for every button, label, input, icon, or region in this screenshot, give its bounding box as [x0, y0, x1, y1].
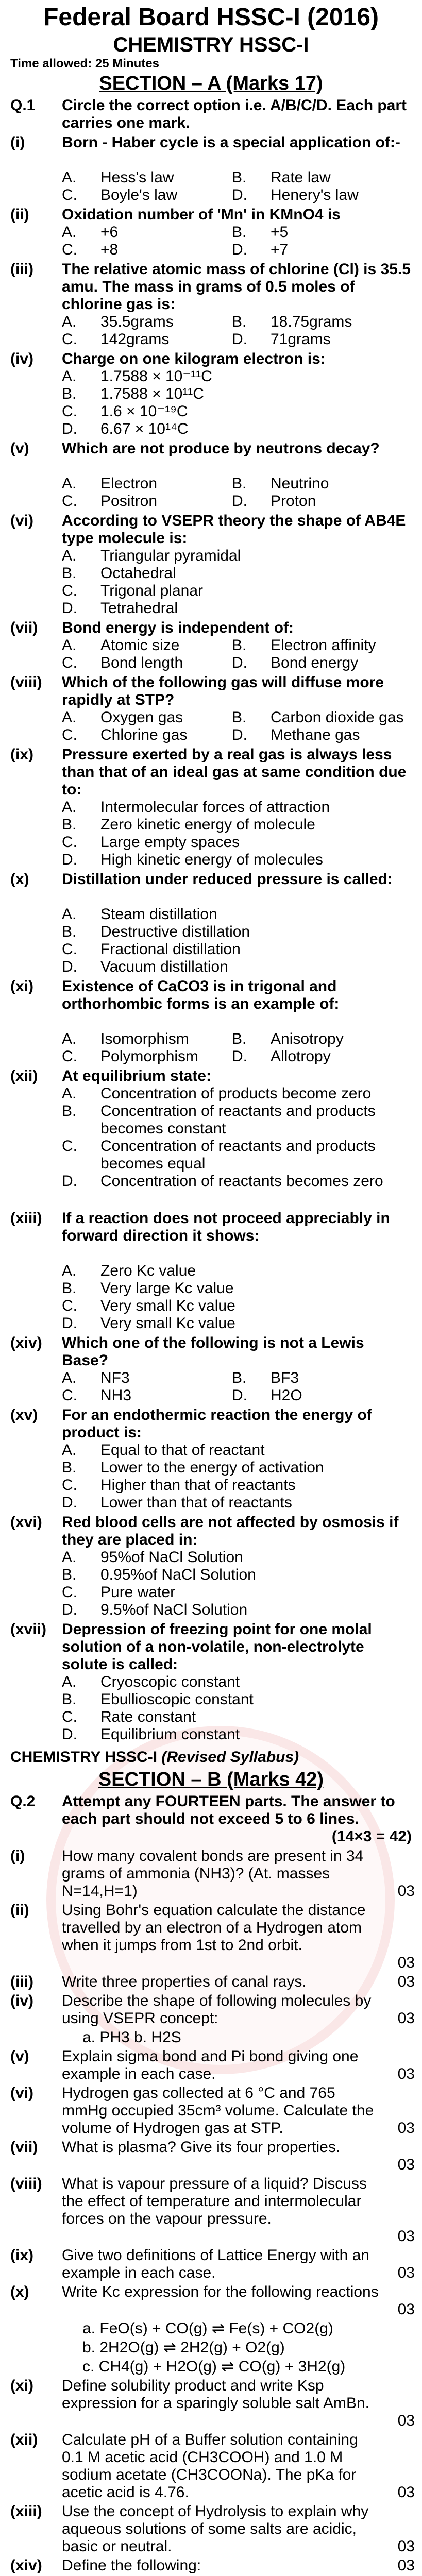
- option-letter: C.: [62, 834, 77, 851]
- q1-instruction: Circle the correct option i.e. A/B/C/D. Each part carries one mark.: [62, 97, 407, 131]
- mcq-option-row: [0, 1549, 422, 1566]
- mcq-option-row: [0, 1387, 422, 1404]
- option-letter: B.: [62, 565, 77, 582]
- mcq-option-row: [0, 654, 422, 672]
- sq-number: (v): [10, 2048, 29, 2065]
- mcq-option-row: [0, 1173, 422, 1190]
- option-letter: B.: [62, 1280, 77, 1297]
- mcq-number: (ii): [10, 206, 29, 223]
- sq-number: (x): [10, 2283, 29, 2300]
- sq-number: (vii): [10, 2139, 38, 2156]
- option-text: Positron: [100, 493, 158, 510]
- option-letter: D.: [232, 654, 247, 671]
- mcq-option-row: [0, 600, 422, 617]
- option-text: Oxygen gas: [100, 709, 183, 726]
- mcq-question: If a reaction does not proceed appreciably in forward direction it shows:: [62, 1210, 390, 1244]
- paper-title: Federal Board HSSC-I (2016): [43, 4, 379, 31]
- option-text: 1.7588 × 10⁻¹¹C: [100, 368, 212, 385]
- option-text: Carbon dioxide gas: [271, 709, 404, 726]
- option-text: Intermolecular forces of attraction: [100, 799, 330, 816]
- option-letter: C.: [62, 1477, 77, 1494]
- mcq-number: (iii): [10, 261, 33, 278]
- mcq-option-row: [0, 834, 422, 851]
- option-letter: D.: [62, 958, 77, 975]
- option-letter: A.: [62, 368, 77, 385]
- option-letter: A.: [62, 1549, 77, 1566]
- option-text: Trigonal planar: [100, 582, 203, 599]
- mcq-option-row: [0, 726, 422, 744]
- option-text: Boyle's law: [100, 187, 178, 204]
- option-text: 142grams: [100, 331, 170, 348]
- mcq-number: (xvi): [10, 1514, 42, 1531]
- mcq-option-row: [0, 906, 422, 923]
- mcq-number: (viii): [10, 674, 42, 691]
- option-letter: B.: [232, 637, 247, 654]
- option-letter: C.: [62, 493, 77, 510]
- sq-number: (ii): [10, 1902, 29, 1919]
- mcq-question: Bond energy is independent of:: [62, 619, 294, 636]
- mcq-question: For an endothermic reaction the energy of product is:: [62, 1406, 372, 1441]
- sq-marks: 03: [397, 2301, 415, 2318]
- option-text: Vacuum distillation: [100, 958, 228, 975]
- option-letter: C.: [62, 582, 77, 599]
- sq-text: Define the following:: [62, 2557, 201, 2574]
- sq-number: (xiv): [10, 2557, 42, 2574]
- option-letter: C.: [62, 241, 77, 258]
- option-letter: B.: [232, 169, 247, 186]
- sq-number: (viii): [10, 2175, 42, 2192]
- option-text: Concentration of reactants and products becomes equal: [100, 1138, 376, 1172]
- option-letter: D.: [232, 241, 247, 258]
- mcq-question: According to VSEPR theory the shape of AB4E type molecule is:: [62, 512, 406, 547]
- sq-number: (ix): [10, 2247, 33, 2264]
- option-letter: D.: [62, 851, 77, 868]
- option-text: 9.5%of NaCl Solution: [100, 1601, 248, 1618]
- option-text: Very small Kc value: [100, 1297, 235, 1314]
- sq-text: Define solubility product and write Ksp expression for a sparingly soluble salt AmBn.: [62, 2377, 369, 2412]
- mcq-option-row: [0, 331, 422, 348]
- option-letter: A.: [62, 1442, 77, 1459]
- mcq-number: (vii): [10, 619, 38, 636]
- mcq-question: Existence of CaCO3 is in trigonal and orthorhombic forms is an example of:: [62, 978, 340, 1012]
- mcq-option-row: [0, 241, 422, 259]
- option-text: Tetrahedral: [100, 600, 178, 617]
- sq-text: Explain sigma bond and Pi bond giving one example in each case.: [62, 2048, 359, 2082]
- option-text: Electron affinity: [271, 637, 376, 654]
- option-text: Octahedral: [100, 565, 176, 582]
- option-text: Zero kinetic energy of molecule: [100, 816, 315, 833]
- option-text: Concentration of reactants becomes zero: [100, 1173, 383, 1190]
- option-letter: A.: [62, 906, 77, 923]
- mcq-question: Born - Haber cycle is a special application of:-: [62, 134, 400, 151]
- mcq-option-row: [0, 1708, 422, 1726]
- mcq-option-row: [0, 582, 422, 600]
- option-letter: B.: [62, 1103, 77, 1120]
- option-text: Fractional distillation: [100, 941, 241, 958]
- option-letter: D.: [62, 1601, 77, 1618]
- mcq-option-row: [0, 313, 422, 331]
- option-text: Rate law: [271, 169, 331, 186]
- section-b-title: SECTION – B (Marks 42): [98, 1769, 324, 1790]
- mcq-option-row: [0, 1280, 422, 1297]
- option-letter: C.: [62, 1387, 77, 1404]
- option-text: 0.95%of NaCl Solution: [100, 1566, 256, 1583]
- mcq-number: (ix): [10, 746, 33, 763]
- option-letter: D.: [62, 1315, 77, 1332]
- mcq-question: Which are not produce by neutrons decay?: [62, 440, 380, 457]
- sq-text: Write Kc expression for the following reactions: [62, 2283, 379, 2300]
- sq-number: (xi): [10, 2377, 33, 2394]
- option-text: Henery's law: [271, 187, 359, 204]
- option-text: +7: [271, 241, 289, 258]
- option-text: +5: [271, 224, 289, 241]
- sq-text: Use the concept of Hydrolysis to explain why aqueous solutions of some salts are acidic, basic or neutral.: [62, 2503, 369, 2555]
- option-letter: C.: [62, 726, 77, 743]
- sq-text: What is vapour pressure of a liquid? Discuss the effect of temperature and intermolecular forces on the vapour pressure.: [62, 2175, 367, 2227]
- option-letter: C.: [62, 654, 77, 671]
- time-allowed: Time allowed: 25 Minutes: [10, 57, 159, 71]
- option-text: Lower than that of reactants: [100, 1494, 292, 1511]
- sq-text: Hydrogen gas collected at 6 °C and 765 mmHg occupied 35cm³ volume. Calculate the volume of Hydrogen gas at STP.: [62, 2084, 374, 2137]
- mcq-question: The relative atomic mass of chlorine (Cl) is 35.5 amu. The mass in grams of 0.5 moles of chlorine gas is:: [62, 261, 411, 313]
- mcq-option-row: [0, 1459, 422, 1477]
- mcq-question: Charge on one kilogram electron is:: [62, 350, 326, 367]
- mcq-question: Depression of freezing point for one molal solution of a non-volatile, non-electrolyte solute is called:: [62, 1621, 372, 1673]
- option-letter: A.: [62, 1085, 77, 1102]
- mcq-option-row: [0, 475, 422, 493]
- sq-text: a. PH3 b. H2S: [82, 2029, 181, 2046]
- mcq-option-row: [0, 851, 422, 869]
- mcq-number: (xiii): [10, 1210, 42, 1227]
- option-text: 1.7588 × 10¹¹C: [100, 385, 204, 402]
- mcq-option-row: [0, 1297, 422, 1315]
- option-letter: B.: [62, 385, 77, 402]
- subheader-text: CHEMISTRY HSSC-I: [10, 1749, 158, 1766]
- mcq-option-row: [0, 941, 422, 958]
- mcq-option-row: [0, 958, 422, 976]
- option-text: Lower to the energy of activation: [100, 1459, 324, 1476]
- option-letter: C.: [62, 1297, 77, 1314]
- mcq-number: (vi): [10, 512, 33, 529]
- mcq-option-row: [0, 1048, 422, 1065]
- mcq-option-row: [0, 368, 422, 385]
- sq-text: Give two definitions of Lattice Energy with an example in each case.: [62, 2247, 369, 2281]
- sq-text: Calculate pH of a Buffer solution containing 0.1 M acetic acid (CH3COOH) and 1.0 M sodium acetate (CH3COONa). The pKa for acetic acid is 4.76.: [62, 2431, 358, 2501]
- option-text: Ebullioscopic constant: [100, 1691, 254, 1708]
- option-letter: A.: [62, 1673, 77, 1690]
- mcq-option-row: [0, 187, 422, 204]
- sq-number: (iii): [10, 1973, 33, 1990]
- option-text: 1.6 × 10⁻¹⁹C: [100, 403, 188, 420]
- option-text: Equal to that of reactant: [100, 1442, 265, 1459]
- option-text: 71grams: [271, 331, 331, 348]
- section-b-subheader: [10, 1749, 412, 1766]
- option-letter: C.: [62, 187, 77, 204]
- option-letter: B.: [232, 1030, 247, 1047]
- mcq-question: Which one of the following is not a Lewis Base?: [62, 1334, 364, 1369]
- option-letter: C.: [62, 403, 77, 420]
- mcq-option-row: [0, 1601, 422, 1619]
- option-text: Large empty spaces: [100, 834, 240, 851]
- option-text: Higher than that of reactants: [100, 1477, 296, 1494]
- option-text: H2O: [271, 1387, 302, 1404]
- sq-marks: 03: [397, 1973, 415, 1990]
- sq-number: (xiii): [10, 2503, 42, 2520]
- mcq-question: Red blood cells are not affected by osmosis if they are placed in:: [62, 1514, 399, 1548]
- mcq-option-row: [0, 420, 422, 438]
- option-text: Allotropy: [271, 1048, 331, 1065]
- option-letter: D.: [62, 1173, 77, 1190]
- option-text: Equilibrium constant: [100, 1726, 240, 1743]
- option-letter: A.: [62, 1369, 77, 1386]
- option-letter: B.: [232, 224, 247, 241]
- mcq-option-row: [0, 637, 422, 654]
- mcq-question: Oxidation number of 'Mn' in KMnO4 is: [62, 206, 341, 223]
- mcq-question: Distillation under reduced pressure is called:: [62, 871, 393, 888]
- option-text: Bond length: [100, 654, 183, 671]
- option-letter: A.: [62, 547, 77, 564]
- sq-text: c. CH4(g) + H2O(g) ⇌ CO(g) + 3H2(g): [82, 2358, 346, 2375]
- option-text: Concentration of products become zero: [100, 1085, 372, 1102]
- option-letter: D.: [232, 726, 247, 743]
- option-text: Pure water: [100, 1584, 176, 1601]
- mcq-number: (xii): [10, 1067, 38, 1084]
- mcq-number: (x): [10, 871, 29, 888]
- option-letter: D.: [232, 187, 247, 204]
- sq-marks: 03: [397, 1954, 415, 1971]
- option-text: Chlorine gas: [100, 726, 188, 743]
- option-letter: C.: [62, 1138, 77, 1155]
- mcq-number: (v): [10, 440, 29, 457]
- sq-number: (i): [10, 1848, 25, 1865]
- sq-text: Write three properties of canal rays.: [62, 1973, 307, 1990]
- q2-instruction: Attempt any FOURTEEN parts. The answer to each part should not exceed 5 to 6 lines.: [62, 1793, 395, 1827]
- sq-marks: 03: [397, 2228, 415, 2245]
- mcq-option-row: [0, 1584, 422, 1601]
- option-text: NF3: [100, 1369, 130, 1386]
- mcq-option-row: [0, 923, 422, 941]
- sq-number: (iv): [10, 1992, 33, 2009]
- option-text: Isomorphism: [100, 1030, 189, 1047]
- mcq-option-row: [0, 403, 422, 420]
- option-text: 35.5grams: [100, 313, 174, 330]
- option-letter: C.: [62, 1584, 77, 1601]
- sq-marks: 03: [397, 2156, 415, 2173]
- option-letter: D.: [232, 331, 247, 348]
- option-text: +6: [100, 224, 119, 241]
- option-letter: C.: [62, 331, 77, 348]
- sq-text: Describe the shape of following molecules by using VSEPR concept:: [62, 1992, 372, 2027]
- option-text: 18.75grams: [271, 313, 352, 330]
- option-text: Atomic size: [100, 637, 180, 654]
- option-text: Zero Kc value: [100, 1262, 196, 1279]
- option-letter: A.: [62, 709, 77, 726]
- option-letter: D.: [232, 1387, 247, 1404]
- mcq-option-row: [0, 493, 422, 510]
- mcq-option-row: [0, 169, 422, 187]
- option-letter: A.: [62, 313, 77, 330]
- sq-text: What is plasma? Give its four properties.: [62, 2139, 341, 2156]
- option-text: Neutrino: [271, 475, 329, 492]
- q2-marks: (14×3 = 42): [331, 1828, 412, 1845]
- mcq-option-row: [0, 1477, 422, 1494]
- mcq-number: (i): [10, 134, 25, 151]
- mcq-option-row: [0, 565, 422, 582]
- mcq-option-row: [0, 799, 422, 816]
- option-letter: B.: [62, 923, 77, 940]
- mcq-question: Pressure exerted by a real gas is always less than that of an ideal gas at same condition due to:: [62, 746, 407, 798]
- option-letter: C.: [62, 1708, 77, 1725]
- option-text: +8: [100, 241, 119, 258]
- option-letter: B.: [62, 1691, 77, 1708]
- option-letter: A.: [62, 637, 77, 654]
- option-letter: D.: [232, 1048, 247, 1065]
- mcq-number: (iv): [10, 350, 33, 367]
- option-letter: B.: [62, 816, 77, 833]
- subheader-note: (Revised Syllabus): [161, 1749, 299, 1766]
- option-text: High kinetic energy of molecules: [100, 851, 323, 868]
- option-letter: A.: [62, 799, 77, 816]
- mcq-option-row: [0, 1030, 422, 1048]
- option-text: Cryoscopic constant: [100, 1673, 240, 1690]
- option-text: Polymorphism: [100, 1048, 199, 1065]
- mcq-number: (xiv): [10, 1334, 42, 1351]
- sq-marks: 03: [397, 2010, 415, 2027]
- sq-marks: 03: [397, 2065, 415, 2082]
- option-text: Rate constant: [100, 1708, 196, 1725]
- option-text: Proton: [271, 493, 316, 510]
- mcq-option-row: [0, 1315, 422, 1332]
- option-letter: A.: [62, 169, 77, 186]
- option-letter: D.: [62, 420, 77, 437]
- sq-text: a. FeO(s) + CO(g) ⇌ Fe(s) + CO2(g): [82, 2320, 333, 2337]
- mcq-option-row: [0, 1726, 422, 1743]
- sq-marks: 03: [397, 1883, 415, 1900]
- option-letter: D.: [232, 493, 247, 510]
- option-letter: A.: [62, 1262, 77, 1279]
- sq-marks: 03: [397, 2120, 415, 2137]
- option-text: Steam distillation: [100, 906, 217, 923]
- option-text: Hess's law: [100, 169, 174, 186]
- option-text: Triangular pyramidal: [100, 547, 241, 564]
- mcq-number: (xvii): [10, 1621, 47, 1638]
- option-letter: A.: [62, 224, 77, 241]
- mcq-option-row: [0, 1494, 422, 1512]
- option-text: BF3: [271, 1369, 299, 1386]
- mcq-option-row: [0, 1442, 422, 1459]
- mcq-option-row: [0, 1138, 422, 1172]
- sq-text: Using Bohr's equation calculate the distance travelled by an electron of a Hydrogen atom when it jumps from 1st to 2nd orbit.: [62, 1902, 366, 1954]
- mcq-option-row: [0, 1691, 422, 1708]
- sq-text: How many covalent bonds are present in 34 grams of ammonia (NH3)? (At. masses N=14,H=1): [62, 1848, 364, 1900]
- mcq-number: (xv): [10, 1406, 38, 1423]
- mcq-option-row: [0, 1103, 422, 1137]
- sq-text: b. 2H2O(g) ⇌ 2H2(g) + O2(g): [82, 2339, 285, 2356]
- paper-subtitle: CHEMISTRY HSSC-I: [113, 33, 309, 56]
- mcq-option-row: [0, 1085, 422, 1103]
- mcq-option-row: [0, 385, 422, 403]
- mcq-option-row: [0, 816, 422, 834]
- mcq-question: Which of the following gas will diffuse more rapidly at STP?: [62, 674, 384, 708]
- mcq-question: At equilibrium state:: [62, 1067, 212, 1084]
- sq-marks: 03: [397, 2538, 415, 2555]
- option-letter: D.: [62, 1726, 77, 1743]
- sq-number: (vi): [10, 2084, 33, 2102]
- option-letter: B.: [62, 1459, 77, 1476]
- sq-marks: 03: [397, 2412, 415, 2429]
- option-letter: C.: [62, 1048, 77, 1065]
- option-letter: A.: [62, 475, 77, 492]
- mcq-option-row: [0, 1566, 422, 1584]
- option-letter: B.: [232, 475, 247, 492]
- sq-number: (xii): [10, 2431, 38, 2448]
- option-text: Very large Kc value: [100, 1280, 234, 1297]
- option-text: Very small Kc value: [100, 1315, 235, 1332]
- option-letter: B.: [232, 709, 247, 726]
- option-letter: A.: [62, 1030, 77, 1047]
- mcq-option-row: [0, 547, 422, 565]
- option-letter: D.: [62, 1494, 77, 1511]
- option-text: NH3: [100, 1387, 132, 1404]
- mcq-option-row: [0, 709, 422, 726]
- option-letter: B.: [62, 1566, 77, 1583]
- option-text: Destructive distillation: [100, 923, 250, 940]
- mcq-option-row: [0, 1673, 422, 1691]
- mcq-option-row: [0, 1262, 422, 1280]
- option-letter: C.: [62, 941, 77, 958]
- option-letter: B.: [232, 313, 247, 330]
- option-text: 95%of NaCl Solution: [100, 1549, 243, 1566]
- q1-number: Q.1: [10, 97, 36, 114]
- option-text: Concentration of reactants and products becomes constant: [100, 1103, 376, 1137]
- option-letter: D.: [62, 600, 77, 617]
- option-text: Anisotropy: [271, 1030, 344, 1047]
- mcq-option-row: [0, 224, 422, 241]
- section-a-title: SECTION – A (Marks 17): [99, 73, 323, 94]
- option-text: Bond energy: [271, 654, 359, 671]
- sq-marks: 03: [397, 2264, 415, 2281]
- option-letter: B.: [232, 1369, 247, 1386]
- q2-number: Q.2: [10, 1793, 36, 1810]
- option-text: 6.67 × 10¹⁴C: [100, 420, 189, 437]
- sq-marks: 03: [397, 2557, 415, 2574]
- option-text: Methane gas: [271, 726, 360, 743]
- sq-marks: 03: [397, 2484, 415, 2501]
- option-text: Electron: [100, 475, 158, 492]
- mcq-number: (xi): [10, 978, 33, 995]
- mcq-option-row: [0, 1369, 422, 1387]
